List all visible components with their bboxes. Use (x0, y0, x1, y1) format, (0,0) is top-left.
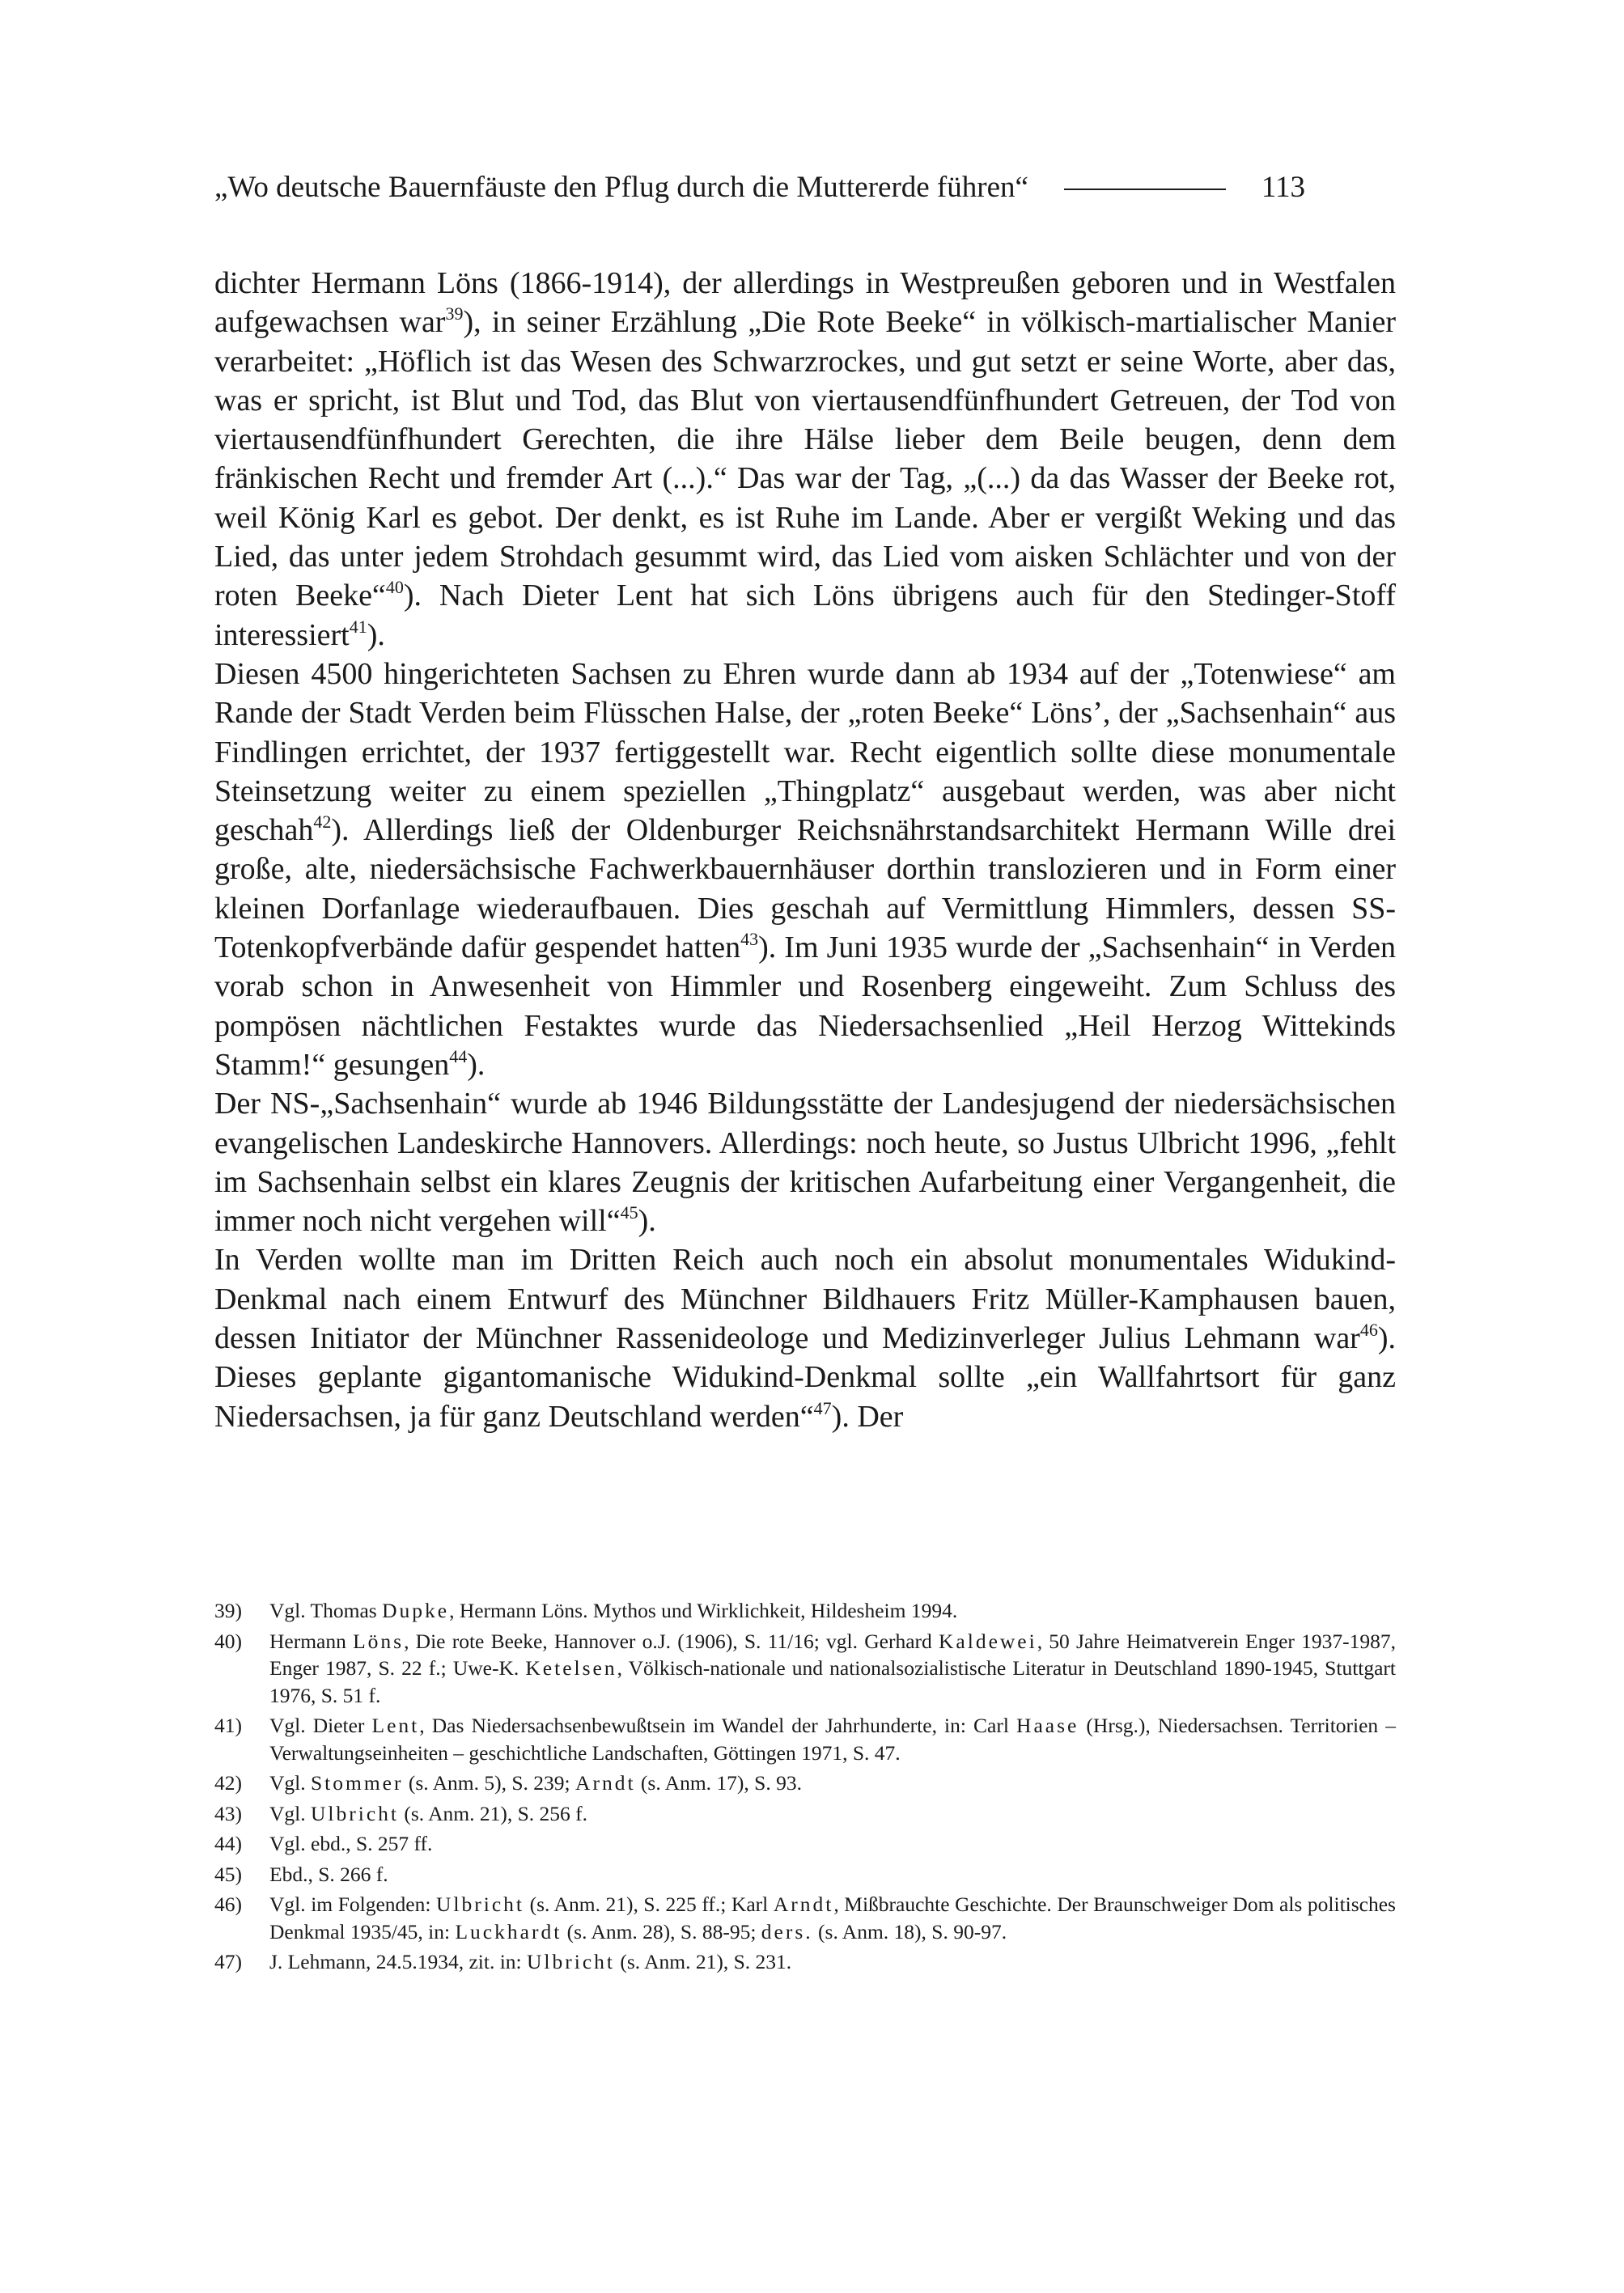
text-run: Diesen 4500 hingerichteten Sachsen zu Ehren wurde dann ab 1934 auf der „Totenwiese“ am Rande der Stadt Verden beim Flüsschen Halse, der „roten Beeke“ Löns’, der „Sachsenhain“ aus Findlingen errichtet, der 1937 fertiggestellt war. Recht eigentlich sollte diese monumentale Steinsetzung weiter zu einem speziellen „Thingplatz“ ausgebaut werden, was aber nicht geschah (214, 656, 1396, 848)
author-name: Luckhardt (455, 1919, 562, 1943)
footnote-number: 44) (214, 1832, 242, 1855)
page-number: 113 (1261, 171, 1306, 204)
footnote-text (269, 1712, 1396, 1766)
text-run: (s. Anm. 28), S. 88-95; (562, 1919, 761, 1943)
footnotes (214, 1597, 1396, 1979)
text-run: Ebd., S. 266 f. (269, 1862, 388, 1886)
footnote (214, 1712, 1396, 1766)
footnote-ref: 43 (740, 929, 759, 950)
paragraph (214, 264, 1396, 655)
footnote-number: 39) (214, 1599, 242, 1622)
footnote-text (269, 1597, 1396, 1625)
author-name: Dupke (382, 1599, 450, 1622)
footnote-ref: 41 (349, 616, 367, 637)
text-run: ). (467, 1047, 486, 1082)
text-run: (s. Anm. 21), S. 225 ff.; Karl (524, 1892, 774, 1916)
text-run: ). Der (831, 1399, 904, 1434)
text-run: In Verden wollte man im Dritten Reich auch noch ein absolut monumentales Widukind-Denkmal nach einem Entwurf des Münchner Bildhauers Fritz Müller-Kamphausen bauen, dessen Initiator der Münchner Rassenideologe und Medizinverleger Julius Lehmann war (214, 1243, 1396, 1356)
author-name: Ulbricht (311, 1801, 399, 1825)
text-run: (s. Anm. 21), S. 256 f. (398, 1801, 588, 1825)
footnote-text (269, 1891, 1396, 1945)
running-title: „Wo deutsche Bauernfäuste den Pflug durch die Muttererde führen“ (214, 171, 1028, 204)
footnote-ref: 39 (445, 303, 464, 324)
footnote-text (269, 1800, 1396, 1828)
text-run: ). Allerdings ließ der Oldenburger Reichsnährstandsarchitekt Hermann Wille drei große, alte, niedersächsische Fachwerkbauernhäuser dorthin translozieren und in Form einer kleinen Dorfanlage wiederaufbauen. Dies geschah auf Vermittlung Himmlers, dessen SS-Totenkopfverbände dafür gespendet hatten (214, 813, 1396, 965)
paragraph (214, 1084, 1396, 1240)
text-run: , Mißbrauchte Geschichte. Der Braunschweiger Dom als politisches Denkmal 1935/45, in: (269, 1892, 1396, 1943)
footnote-number: 43) (214, 1801, 242, 1825)
footnote (214, 1830, 1396, 1858)
running-header (214, 168, 1404, 207)
footnote (214, 1628, 1396, 1710)
text-run: ). (638, 1204, 656, 1239)
author-name: Arndt (575, 1771, 636, 1795)
footnote-text (269, 1628, 1396, 1710)
text-run: Vgl. (269, 1771, 311, 1795)
footnote-number: 42) (214, 1771, 242, 1795)
author-name: Ulbricht (527, 1950, 615, 1973)
header-rule (1064, 189, 1226, 190)
footnote-text (269, 1861, 1396, 1888)
text-run: (s. Anm. 18), S. 90-97. (812, 1919, 1007, 1943)
text-run: ). Dieses geplante gigantomanische Widukind-Denkmal sollte „ein Wallfahrtsort für ganz Niedersachsen, ja für ganz Deutschland werden“ (214, 1321, 1396, 1434)
author-name: Kaldewei (939, 1629, 1037, 1653)
text-run: , 50 Jahre Heimatverein Enger 1937-1987, Enger 1987, S. 22 f.; Uwe-K. (269, 1629, 1396, 1680)
paragraph (214, 655, 1396, 1084)
footnote-number: 46) (214, 1892, 242, 1916)
footnote-text (269, 1770, 1396, 1797)
text-run: , Völkisch-nationale und nationalsozialistische Literatur in Deutschland 1890-1945, Stuttgart 1976, S. 51 f. (269, 1656, 1397, 1707)
text-run: (s. Anm. 5), S. 239; (403, 1771, 576, 1795)
footnote-number: 40) (214, 1629, 242, 1653)
footnote (214, 1770, 1396, 1797)
text-run: ), in seiner Erzählung „Die Rote Beeke“ in völkisch-martialischer Manier verarbeitet: „Höflich ist das Wesen des Schwarzrockes, und gut setzt er seine Worte, aber das, was er spricht, ist Blut und Tod, das Blut von viertausendfünfhundert Getreuen, der Tod von viertausendfünfhundert Gerechten, die ihre Hälse lieber dem Beile beugen, denn dem fränkischen Recht und fremder Art (...).“ Das war der Tag, „(...) da das Wasser der Beeke rot, weil König Karl es gebot. Der denkt, es ist Ruhe im Lande. Aber er vergißt Weking und das Lied, das unter jedem Strohdach gesummt wird, das Lied vom aisken Schlächter und von der roten Beeke“ (214, 305, 1396, 613)
text-run: (s. Anm. 17), S. 93. (635, 1771, 802, 1795)
footnote-number: 41) (214, 1714, 242, 1737)
author-name: Lent (371, 1714, 420, 1737)
footnote-ref: 47 (813, 1397, 832, 1418)
footnote-number: 45) (214, 1862, 242, 1886)
text-run: , Das Niedersachsenbewußtsein im Wandel der Jahrhunderte, in: Carl (419, 1714, 1017, 1737)
footnote-text (269, 1948, 1396, 1976)
text-run: , Die rote Beeke, Hannover o.J. (1906), S. 11/16; vgl. Gerhard (404, 1629, 939, 1653)
footnote (214, 1861, 1396, 1888)
footnote (214, 1891, 1396, 1945)
text-run: , Hermann Löns. Mythos und Wirklichkeit, Hildesheim 1994. (449, 1599, 958, 1622)
body-text (214, 264, 1396, 1436)
text-run: Vgl. ebd., S. 257 ff. (269, 1832, 433, 1855)
author-name: Ulbricht (436, 1892, 524, 1916)
footnote (214, 1948, 1396, 1976)
footnote-ref: 45 (620, 1202, 638, 1223)
text-run: dichter Hermann Löns (1866-1914), der allerdings in Westpreußen geboren und in Westfalen aufgewachsen war (214, 266, 1396, 340)
author-name: Arndt (773, 1892, 834, 1916)
paragraph (214, 1240, 1396, 1435)
author-name: Haase (1016, 1714, 1079, 1737)
author-name: Ketelsen (525, 1656, 617, 1680)
text-run: Vgl. im Folgenden: (269, 1892, 437, 1916)
footnote-ref: 44 (449, 1045, 468, 1066)
text-run: Vgl. Dieter (269, 1714, 372, 1737)
footnote-ref: 46 (1359, 1320, 1378, 1341)
footnote-text (269, 1830, 1396, 1858)
text-run: ). Im Juni 1935 wurde der „Sachsenhain“ in Verden vorab schon in Anwesenheit von Himmler und Rosenberg eingeweiht. Zum Schluss des pompösen nächtlichen Festaktes wurde das Niedersachsenlied „Heil Herzog Wittekinds Stamm!“ gesungen (214, 930, 1396, 1082)
text-run: ). Nach Dieter Lent hat sich Löns übrigens auch für den Stedinger-Stoff interessiert (214, 579, 1396, 652)
text-run: (s. Anm. 21), S. 231. (615, 1950, 792, 1973)
footnote (214, 1597, 1396, 1625)
footnote-number: 47) (214, 1950, 242, 1973)
author-name: Stommer (311, 1771, 404, 1795)
text-run: Hermann (269, 1629, 354, 1653)
author-name: Löns (353, 1629, 405, 1653)
footnote-ref: 42 (313, 812, 332, 833)
footnote-ref: 40 (385, 577, 404, 598)
text-run: (Hrsg.), Niedersachsen. Territorien – Verwaltungseinheiten – geschichtliche Landschaften, Göttingen 1971, S. 47. (269, 1714, 1397, 1765)
text-run: J. Lehmann, 24.5.1934, zit. in: (269, 1950, 528, 1973)
text-run: Der NS-„Sachsenhain“ wurde ab 1946 Bildungsstätte der Landesjugend der niedersächsischen evangelischen Landeskirche Hannovers. Allerdings: noch heute, so Justus Ulbricht 1996, „fehlt im Sachsenhain selbst ein klares Zeugnis der kritischen Aufarbeitung einer Vergangenheit, die immer noch nicht vergehen will“ (214, 1087, 1396, 1239)
author-name: ders. (761, 1919, 813, 1943)
text-run: Vgl. Thomas (269, 1599, 383, 1622)
footnote (214, 1800, 1396, 1828)
text-run: Vgl. (269, 1801, 311, 1825)
text-run: ). (367, 617, 385, 652)
